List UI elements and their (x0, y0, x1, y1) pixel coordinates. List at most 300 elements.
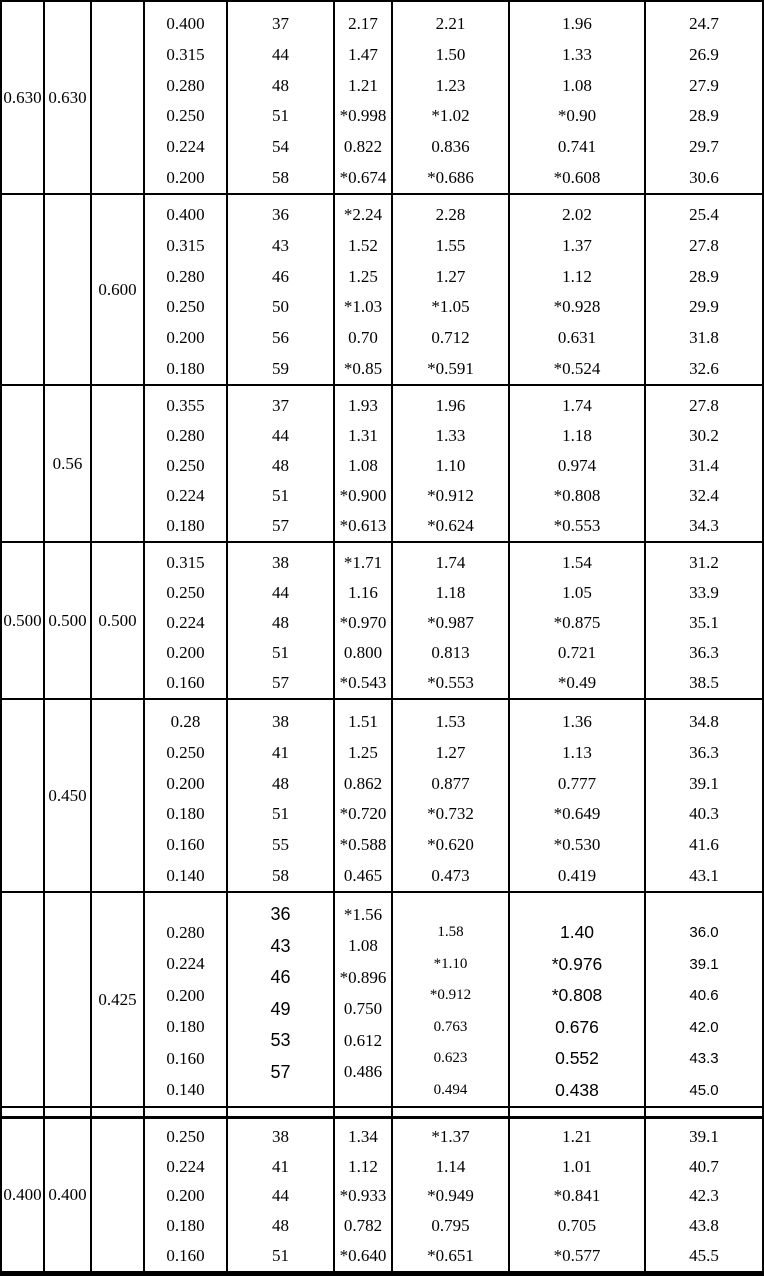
table-cell: 2.02 (562, 205, 592, 225)
table-cell: 43.3 (689, 1050, 719, 1068)
table-cell: 32.6 (689, 358, 719, 378)
table-cell: 0.280 (166, 922, 205, 942)
data-column (393, 700, 510, 891)
table-cell: 0.180 (166, 1216, 205, 1236)
table-cell: 0.782 (343, 1216, 383, 1236)
table-cell: 1.47 (348, 45, 378, 64)
merged-label-cell (45, 893, 92, 1106)
table-cell: 37 (272, 14, 289, 34)
empty-cell (2, 1108, 45, 1116)
table-cell: 29.9 (689, 297, 719, 317)
cell-text: 0.56 (52, 453, 83, 473)
data-column (335, 2, 393, 193)
row-group (2, 893, 762, 1108)
table-cell: *0.620 (427, 835, 474, 855)
data-column (393, 893, 510, 1106)
data-column (646, 543, 762, 698)
table-cell: 1.01 (562, 1156, 592, 1176)
table-cell: 54 (272, 137, 289, 157)
row-group (2, 543, 762, 700)
table-cell: 1.23 (435, 75, 466, 95)
table-cell: 0.250 (166, 583, 205, 602)
table-cell: 0.250 (166, 297, 205, 317)
data-column (646, 195, 762, 384)
table-cell: 1.54 (562, 553, 592, 572)
table-cell: 1.12 (562, 266, 592, 286)
table-cell: 0.974 (557, 456, 597, 475)
table-cell: 48 (272, 773, 289, 793)
data-column (228, 1119, 335, 1271)
table-cell: 0.750 (343, 999, 383, 1019)
data-column (646, 893, 762, 1106)
merged-label-cell (2, 893, 45, 1106)
table-cell: *1.37 (431, 1126, 470, 1146)
table-cell: *0.808 (553, 486, 601, 505)
table-cell: 0.200 (166, 1186, 205, 1206)
table-cell: 40.6 (689, 987, 719, 1005)
table-cell: 28.9 (689, 266, 719, 286)
table-cell: 1.33 (562, 45, 592, 64)
table-cell: 55 (272, 835, 289, 855)
table-cell: 38 (272, 553, 289, 572)
table-cell: 51 (272, 1246, 289, 1266)
table-cell: 51 (272, 486, 289, 505)
table-cell: 0.250 (166, 1126, 205, 1146)
table-cell: 0.315 (166, 553, 205, 572)
table-cell: 1.18 (562, 426, 592, 445)
data-column (510, 893, 646, 1106)
table-cell: 0.200 (166, 985, 205, 1005)
table-cell: *0.976 (551, 953, 603, 974)
table-cell: 51 (272, 804, 289, 824)
table-cell: *0.998 (339, 106, 387, 126)
table-cell: 31.4 (689, 456, 719, 475)
merged-label-cell (92, 195, 145, 384)
data-column (228, 543, 335, 698)
table-cell: 1.08 (562, 75, 592, 95)
table-cell: 25.4 (689, 205, 719, 225)
table-cell: 46 (272, 266, 289, 286)
table-cell: 0.250 (166, 743, 205, 762)
table-cell: 49 (270, 998, 291, 1019)
table-cell: 0.224 (166, 1156, 205, 1176)
table-cell: 44 (272, 1186, 289, 1206)
data-column (145, 700, 228, 891)
table-cell: *1.10 (433, 955, 468, 972)
merged-label-cell (92, 2, 145, 193)
table-cell: *0.808 (551, 985, 603, 1006)
table-cell: *1.03 (343, 297, 383, 317)
table-cell: 48 (272, 456, 289, 475)
table-cell: 57 (270, 1061, 291, 1082)
empty-cell (393, 1108, 510, 1116)
table-cell: 30.2 (689, 426, 719, 445)
data-column (510, 386, 646, 541)
data-column (335, 1119, 393, 1271)
table-cell: 1.18 (435, 583, 466, 602)
empty-cell (228, 1108, 335, 1116)
table-cell: *0.651 (427, 1246, 474, 1266)
table-cell: 2.21 (435, 14, 466, 34)
data-column (145, 893, 228, 1106)
merged-label-cell (45, 700, 92, 891)
table-cell: 1.74 (562, 396, 592, 415)
table-cell: 29.7 (689, 137, 719, 157)
table-cell: 0.813 (431, 643, 470, 662)
table-cell: 0.705 (557, 1216, 597, 1236)
table-cell: 37 (272, 396, 289, 415)
table-cell: 43.1 (689, 865, 719, 885)
data-column (228, 2, 335, 193)
table-cell: 31.2 (689, 553, 719, 572)
table-cell: 44 (272, 583, 289, 602)
table-cell: 27.9 (689, 75, 719, 95)
table-cell: 32.4 (689, 486, 719, 505)
table-cell: 51 (272, 106, 289, 126)
table-cell: *0.588 (339, 835, 387, 855)
table-cell: 0.160 (166, 673, 205, 692)
table-cell: 51 (272, 643, 289, 662)
merged-label-cell (92, 543, 145, 698)
table-cell: 41 (272, 1156, 289, 1176)
table-cell: 1.36 (562, 712, 592, 732)
data-column (228, 893, 335, 1106)
data-column (393, 195, 510, 384)
data-column (393, 2, 510, 193)
table-cell: 0.623 (433, 1050, 468, 1067)
table-cell: 57 (272, 673, 289, 692)
table-cell: 38 (272, 712, 289, 732)
table-cell: 34.3 (689, 516, 719, 535)
table-cell: 1.16 (348, 583, 378, 602)
data-column (145, 1119, 228, 1271)
row-group (2, 1119, 762, 1271)
table-cell: 0.438 (555, 1079, 599, 1100)
table-cell: *1.05 (431, 297, 470, 317)
table-cell: 44 (272, 45, 289, 64)
merged-label-cell (92, 1119, 145, 1271)
table-cell: 41.6 (689, 835, 719, 855)
table-cell: 1.21 (562, 1126, 592, 1146)
empty-cell (335, 1108, 393, 1116)
table-cell: 1.51 (348, 712, 378, 732)
merged-label-cell (45, 1119, 92, 1271)
merged-label-cell (45, 543, 92, 698)
table-cell: 36.3 (689, 743, 719, 762)
cell-text: 0.630 (3, 87, 42, 107)
row-group (2, 2, 762, 195)
merged-label-cell (2, 2, 45, 193)
table-cell: 39.1 (689, 1126, 719, 1146)
table-cell: 0.200 (166, 328, 205, 348)
table-cell: *0.553 (553, 516, 601, 535)
table-cell: *0.875 (553, 613, 601, 632)
table-cell: 0.795 (431, 1216, 470, 1236)
table-cell: *0.649 (553, 804, 601, 824)
table-cell: 58 (272, 865, 289, 885)
merged-label-cell (45, 2, 92, 193)
data-column (510, 2, 646, 193)
table-cell: 1.25 (348, 266, 378, 286)
table-cell: 56 (272, 328, 289, 348)
table-cell: 46 (270, 967, 291, 988)
table-cell: 36.0 (689, 924, 719, 942)
table-cell: *0.608 (553, 167, 601, 187)
table-cell: 36 (272, 205, 289, 225)
table-cell: 57 (272, 516, 289, 535)
data-column (510, 543, 646, 698)
table-cell: *0.732 (427, 804, 474, 824)
data-column (228, 195, 335, 384)
table-cell: 43 (270, 935, 291, 956)
merged-label-cell (45, 386, 92, 541)
table-cell: *2.24 (343, 205, 383, 225)
table-cell: 38.5 (689, 673, 719, 692)
table-cell: 1.50 (435, 45, 466, 64)
table-cell: 1.12 (348, 1156, 378, 1176)
table-cell: *0.85 (343, 358, 383, 378)
table-cell: 0.494 (433, 1081, 468, 1098)
row-group (2, 386, 762, 543)
table-cell: 27.8 (689, 236, 719, 255)
table-cell: 0.180 (166, 804, 205, 824)
cell-text: 0.400 (3, 1185, 42, 1204)
table-cell: *0.530 (553, 835, 601, 855)
merged-label-cell (2, 700, 45, 891)
table-cell: 0.70 (348, 328, 378, 348)
data-column (335, 386, 393, 541)
table-cell: 40.7 (689, 1156, 719, 1176)
data-column (510, 700, 646, 891)
data-column (335, 893, 393, 1106)
table-cell: 0.28 (170, 712, 201, 732)
table-cell: *0.90 (557, 106, 597, 126)
table-cell: 0.400 (166, 205, 205, 225)
table-cell: 0.224 (166, 613, 205, 632)
table-cell: 1.93 (348, 396, 378, 415)
table-cell: *0.912 (429, 987, 472, 1004)
table-cell: 42.3 (689, 1186, 719, 1206)
merged-label-cell (2, 195, 45, 384)
table-cell: 59 (272, 358, 289, 378)
merged-label-cell (2, 386, 45, 541)
merged-label-cell (2, 543, 45, 698)
table-cell: *0.524 (553, 358, 601, 378)
table-cell: 50 (272, 297, 289, 317)
table-cell: 1.21 (348, 75, 378, 95)
table-cell: 1.13 (562, 743, 592, 762)
table-cell: 1.58 (437, 924, 464, 941)
data-column (335, 195, 393, 384)
table-cell: 0.763 (433, 1018, 468, 1035)
cell-text: 0.450 (48, 785, 87, 805)
empty-cell (45, 1108, 92, 1116)
data-column (228, 700, 335, 891)
table-cell: *0.591 (427, 358, 474, 378)
table-cell: 0.721 (557, 643, 597, 662)
table-cell: 0.200 (166, 773, 205, 793)
table-cell: 1.25 (348, 743, 378, 762)
table-cell: *0.928 (553, 297, 601, 317)
table-cell: 44 (272, 426, 289, 445)
table-cell: 39.1 (689, 773, 719, 793)
table-cell: 1.14 (435, 1156, 466, 1176)
empty-cell (510, 1108, 646, 1116)
table-cell: 0.315 (166, 236, 205, 255)
table-cell: 0.280 (166, 426, 205, 445)
cell-text: 0.500 (3, 610, 42, 630)
table-cell: *1.56 (343, 904, 383, 924)
table-cell: *0.674 (339, 167, 387, 187)
data-column (393, 1119, 510, 1271)
table-cell: 0.250 (166, 456, 205, 475)
data-column (393, 543, 510, 698)
table-cell: *0.949 (427, 1186, 474, 1206)
table-cell: 0.419 (557, 865, 597, 885)
data-column (335, 543, 393, 698)
table-cell: *0.720 (339, 804, 387, 824)
merged-label-cell (92, 893, 145, 1106)
empty-cell (92, 1108, 145, 1116)
table-cell: 35.1 (689, 613, 719, 632)
table-cell: 0.800 (343, 643, 383, 662)
table-cell: 1.55 (435, 236, 466, 255)
table-cell: 45.5 (689, 1246, 719, 1266)
data-column (393, 386, 510, 541)
table-cell: 30.6 (689, 167, 719, 187)
table-cell: 1.52 (348, 236, 378, 255)
table-cell: 0.741 (557, 137, 597, 157)
cell-text: 0.600 (98, 279, 137, 299)
table-cell: 53 (270, 1030, 291, 1051)
table-cell: 0.465 (343, 865, 383, 885)
cell-text: 0.500 (98, 610, 137, 630)
table-cell: 0.250 (166, 106, 205, 126)
table-cell: 0.160 (166, 835, 205, 855)
table-cell: 58 (272, 167, 289, 187)
table-cell: 0.877 (431, 773, 470, 793)
table-cell: 1.96 (435, 396, 466, 415)
table-cell: *0.970 (339, 613, 387, 632)
merged-label-cell (45, 195, 92, 384)
table-cell: 1.74 (435, 553, 466, 572)
table-cell: 48 (272, 75, 289, 95)
table-cell: 0.200 (166, 643, 205, 662)
table-cell: 41 (272, 743, 289, 762)
table-cell: 33.9 (689, 583, 719, 602)
table-cell: 48 (272, 613, 289, 632)
table-cell: 1.08 (348, 936, 378, 956)
table-cell: 1.40 (559, 922, 595, 943)
table-cell: 1.34 (348, 1126, 378, 1146)
table-cell: 0.224 (166, 137, 205, 157)
table-cell: 0.315 (166, 45, 205, 64)
table-cell: 24.7 (689, 14, 719, 34)
table-cell: 0.400 (166, 14, 205, 34)
table-cell: 34.8 (689, 712, 719, 732)
table-cell: 1.05 (562, 583, 592, 602)
table-cell: 0.712 (431, 328, 470, 348)
row-group (2, 700, 762, 893)
cell-text: 0.425 (98, 989, 137, 1009)
table-cell: 0.862 (343, 773, 383, 793)
table-cell: *0.686 (427, 167, 474, 187)
table-cell: 0.160 (166, 1246, 205, 1266)
table-cell: 1.27 (435, 743, 466, 762)
table-cell: 2.17 (348, 14, 378, 34)
table-cell: 36 (270, 904, 291, 925)
table-cell: *0.640 (339, 1246, 387, 1266)
table-cell: 0.631 (557, 328, 597, 348)
table-cell: *0.577 (553, 1246, 601, 1266)
cell-text: 0.400 (48, 1185, 87, 1204)
table-cell: 43 (272, 236, 289, 255)
table-cell: *1.02 (431, 106, 470, 126)
table-cell: 0.612 (343, 1030, 383, 1050)
data-column (510, 195, 646, 384)
table-cell: 31.8 (689, 328, 719, 348)
table-cell: 1.27 (435, 266, 466, 286)
table-cell: 0.473 (431, 865, 470, 885)
table-cell: 0.822 (343, 137, 383, 157)
table-cell: 2.28 (435, 205, 466, 225)
table-cell: *0.933 (339, 1186, 387, 1206)
table-cell: *1.71 (343, 553, 383, 572)
table-cell: 0.180 (166, 1017, 205, 1037)
table-cell: 1.33 (435, 426, 466, 445)
merged-label-cell (92, 386, 145, 541)
data-column (646, 1119, 762, 1271)
data-column (145, 386, 228, 541)
empty-cell (145, 1108, 228, 1116)
table-cell: 42.0 (689, 1018, 719, 1036)
cell-text: 0.630 (48, 87, 87, 107)
page-break-strip (2, 1108, 762, 1119)
table-cell: 48 (272, 1216, 289, 1236)
table-cell: 0.777 (557, 773, 597, 793)
table-cell: 43.8 (689, 1216, 719, 1236)
row-group (2, 195, 762, 386)
table-cell: 1.10 (435, 456, 466, 475)
table-cell: 1.08 (348, 456, 378, 475)
empty-cell (646, 1108, 762, 1116)
merged-label-cell (2, 1119, 45, 1271)
table-cell: *0.553 (427, 673, 474, 692)
table-cell: *0.613 (339, 516, 387, 535)
table-cell: *0.841 (553, 1186, 601, 1206)
table-cell: 0.355 (166, 396, 205, 415)
table-cell: 0.676 (555, 1016, 599, 1037)
table-cell: *0.900 (339, 486, 387, 505)
data-column (145, 543, 228, 698)
table-cell: 0.486 (343, 1062, 383, 1082)
table-cell: 0.552 (555, 1048, 599, 1069)
data-column (335, 700, 393, 891)
table-cell: 0.140 (166, 1080, 205, 1100)
table-cell: 0.200 (166, 167, 205, 187)
table-cell: 1.31 (348, 426, 378, 445)
table-cell: 0.224 (166, 486, 205, 505)
table-cell: 0.140 (166, 865, 205, 885)
data-column (145, 195, 228, 384)
table-cell: 0.180 (166, 516, 205, 535)
table-cell: *0.543 (339, 673, 387, 692)
cell-text: 0.500 (48, 610, 87, 630)
data-column (646, 700, 762, 891)
table-cell: *0.912 (427, 486, 474, 505)
table-cell: *0.896 (339, 967, 387, 987)
table-cell: 0.180 (166, 358, 205, 378)
